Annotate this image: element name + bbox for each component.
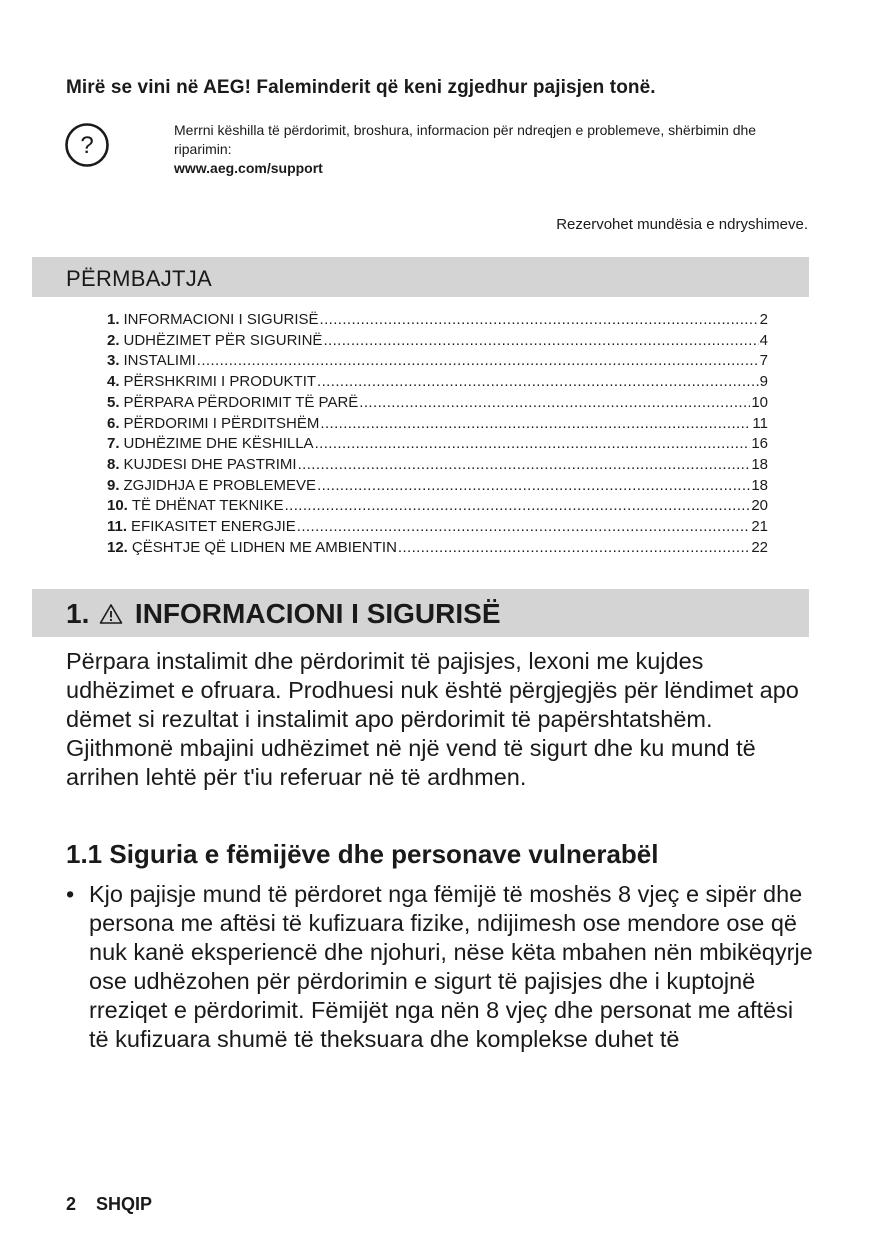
toc-item-number: 3.: [107, 352, 120, 370]
toc-item[interactable]: [107, 455, 768, 476]
toc-item-number: 7.: [107, 435, 120, 453]
toc-item-label: TË DHËNAT TEKNIKE: [131, 497, 284, 515]
toc-item-label: UDHËZIMET PËR SIGURINË: [123, 331, 323, 349]
toc-item-number: 8.: [107, 455, 120, 473]
toc-item-page: 21: [751, 518, 768, 536]
toc-title: PËRMBAJTJA: [66, 266, 213, 291]
warning-triangle-icon: [99, 603, 123, 625]
toc-leader-dots: [197, 351, 759, 372]
bullet-item: [66, 880, 816, 1055]
toc-leader-dots: [298, 455, 751, 476]
footer-language: SHQIP: [96, 1194, 153, 1214]
bullet-dot-icon: •: [66, 881, 75, 907]
toc-item[interactable]: [107, 372, 768, 393]
toc-leader-dots: [297, 517, 751, 538]
toc-leader-dots: [317, 476, 750, 497]
toc-item-label: ZGJIDHJA E PROBLEMEVE: [123, 476, 317, 494]
toc-header: [32, 257, 809, 297]
toc-item[interactable]: [107, 517, 768, 538]
table-of-contents: [107, 310, 768, 558]
toc-item[interactable]: [107, 310, 768, 331]
toc-item[interactable]: [107, 476, 768, 497]
toc-item[interactable]: [107, 496, 768, 517]
rights-reserved-note: Rezervohet mundësia e ndryshimeve.: [556, 216, 808, 233]
toc-leader-dots: [398, 538, 750, 559]
toc-item-label: PËRDORIMI I PËRDITSHËM: [123, 414, 320, 432]
support-info: [174, 121, 794, 178]
toc-item[interactable]: [107, 331, 768, 352]
toc-item-page: 10: [751, 393, 768, 411]
toc-leader-dots: [323, 331, 758, 352]
question-circle-icon: [64, 122, 110, 168]
toc-item-page: 7: [759, 352, 768, 370]
toc-leader-dots: [315, 434, 751, 455]
toc-item[interactable]: [107, 434, 768, 455]
safety-intro-paragraph: Përpara instalimit dhe përdorimit të pajisjes, lexoni me kujdes udhëzimet e ofruara. Prodhuesi nuk është përgjegjës për lëndimet apo dëmet si rezultat i instalimit apo përdorimit të papërshtatshëm. Gjithmonë mbajini udhëzimet në një vend të sigurt dhe ku mund të arrihen lehtë për t'iu referuar në të ardhmen.: [66, 648, 799, 791]
toc-item-label: KUJDESI DHE PASTRIMI: [123, 455, 297, 473]
toc-item-number: 2.: [107, 331, 120, 349]
toc-item-page: 11: [752, 414, 768, 432]
section-title: [66, 598, 501, 630]
toc-item-label: ÇËSHTJE QË LIDHEN ME AMBIENTIN: [131, 538, 397, 556]
toc-item-page: 2: [759, 311, 768, 328]
section-header: [32, 589, 809, 637]
toc-leader-dots: [317, 372, 759, 393]
toc-item-number: 6.: [107, 414, 120, 432]
toc-item[interactable]: [107, 393, 768, 414]
toc-item-label: INSTALIMI: [123, 352, 196, 370]
toc-item[interactable]: [107, 351, 768, 372]
page-number: 2: [66, 1194, 77, 1214]
toc-leader-dots: [285, 496, 751, 517]
bullet-text: Kjo pajisje mund të përdoret nga fëmijë të moshës 8 vjeç e sipër dhe persona me aftësi të kufizuara fizike, ndijimesh ose mendore ose që nuk kanë eksperiencë dhe njohuri, nëse këta mbahen nën mbikëqyrje ose udhëzohen për përdorimin e sigurt të pajisjes dhe i kuptojnë rreziqet e përdorimit. Fëmijët nga nën 8 vjeç dhe personat me aftësi të kufizuara shumë të theksuara dhe komplekse duhet të: [89, 881, 813, 1053]
toc-leader-dots: [359, 393, 750, 414]
svg-text:?: ?: [80, 132, 94, 159]
toc-item-number: 12.: [107, 538, 128, 556]
support-text: Merrni këshilla të përdorimit, broshura, informacion për ndreqjen e problemeve, shërbimin dhe riparimin:: [174, 122, 757, 157]
toc-item-page: 20: [751, 497, 768, 515]
toc-item-label: EFIKASITET ENERGJIE: [131, 518, 296, 536]
toc-item-label: PËRSHKRIMI I PRODUKTIT: [123, 373, 317, 391]
welcome-heading: Mirë se vini në AEG! Faleminderit që keni zgjedhur pajisjen tonë.: [66, 77, 656, 98]
toc-item-number: 5.: [107, 393, 120, 411]
subsection-heading: 1.1 Siguria e fëmijëve dhe personave vulnerabël: [66, 839, 659, 869]
toc-item-page: 22: [751, 538, 768, 556]
toc-item-number: 9.: [107, 476, 120, 494]
toc-item[interactable]: [107, 538, 768, 559]
toc-item-label: PËRPARA PËRDORIMIT TË PARË: [123, 393, 359, 411]
toc-item-page: 18: [751, 455, 768, 473]
toc-leader-dots: [320, 310, 759, 331]
page-footer: [66, 1194, 152, 1215]
toc-item-number: 1.: [107, 311, 120, 328]
toc-item-number: 4.: [107, 373, 120, 391]
section-title-text: INFORMACIONI I SIGURISË: [134, 598, 501, 629]
toc-item-number: 11.: [107, 518, 128, 536]
toc-item-page: 4: [759, 331, 768, 349]
toc-item[interactable]: [107, 414, 768, 435]
toc-item-label: INFORMACIONI I SIGURISË: [123, 311, 319, 328]
section-number: 1.: [66, 598, 90, 629]
support-link[interactable]: www.aeg.com/support: [174, 160, 323, 176]
toc-item-label: UDHËZIME DHE KËSHILLA: [123, 435, 314, 453]
toc-item-page: 16: [751, 435, 768, 453]
toc-item-page: 9: [759, 373, 768, 391]
toc-item-page: 18: [751, 476, 768, 494]
toc-leader-dots: [320, 414, 751, 435]
toc-item-number: 10.: [107, 497, 128, 515]
